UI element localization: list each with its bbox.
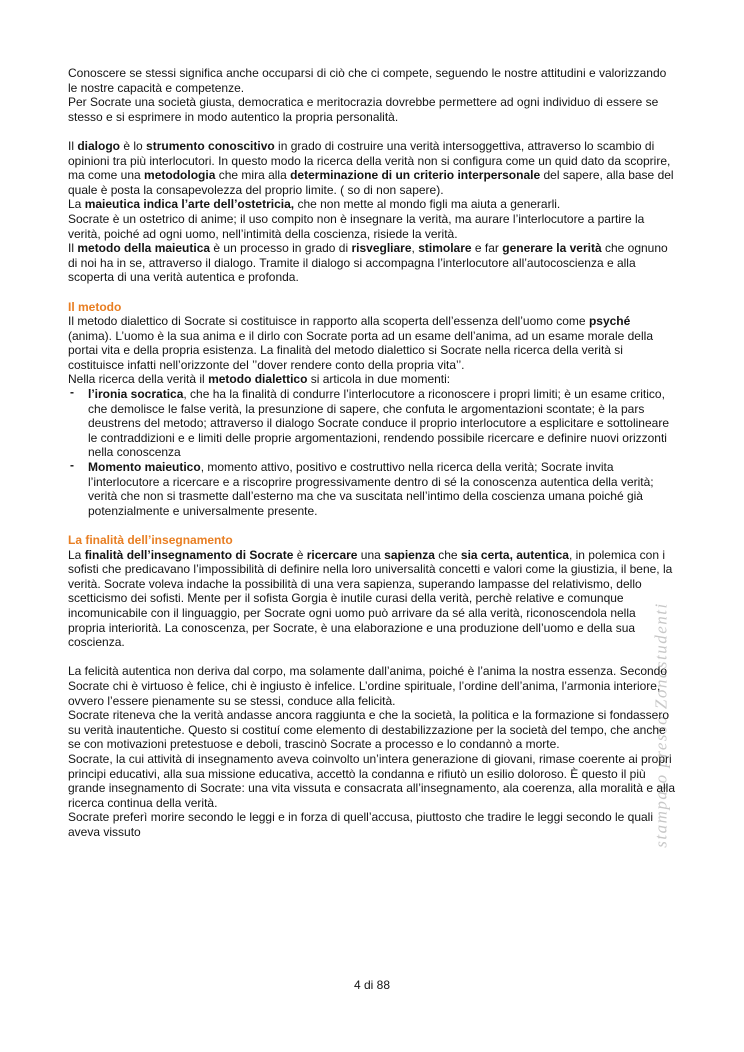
bold-text-run: metodo dialettico: [208, 372, 308, 387]
blank-line: [68, 124, 676, 139]
text-run: La: [68, 197, 85, 212]
bold-text-run: stimolare: [418, 241, 472, 256]
bold-text-run: Momento maieutico: [88, 460, 201, 475]
text-run: del sapere, alla base del quale è posta la consapevolezza del proprio limite. ( so di non sapere).: [68, 168, 674, 197]
text-run: Per Socrate una società giusta, democratica e meritocrazia dovrebbe permettere ad ogni individuo di essere se stesso e si esprimere in modo autentico la propria personalità.: [68, 95, 659, 124]
bold-text-run: determinazione di un criterio interpersonale: [290, 168, 541, 183]
bold-text-run: maieutica indica l’arte dell’ostetricia,: [84, 197, 295, 212]
text-run: una: [357, 547, 385, 562]
text-run: Il: [68, 241, 78, 256]
bold-text-run: metodologia: [144, 168, 216, 183]
text-run: , momento attivo, positivo e costruttivo nella ricerca della verità; Socrate invita l’interlocutore a ricercare e a riscoprire progressivamente dentro di sé la conoscenza autentica della verità; verità che non si trasmette dall’esterno ma che va suscitata nell’intimo della coscienza umana poiché già potenzialmente e universalmente presente.: [88, 460, 654, 518]
watermark-text: stampato presso Zonastudenti: [651, 602, 671, 848]
text-run: (anima). L’uomo è la sua anima e il dirlo con Socrate porta ad un esame dell’anima, ad un esame morale della portai vita e della propria esistenza. La finalità del metodo dialettico si Socrate nella ricerca della verità si costituisce infatti nell’orizzonte del ’’dover rendere conto della propria vita’’.: [68, 328, 653, 372]
text-run: è lo: [120, 138, 147, 153]
text-run: che mira alla: [215, 168, 291, 183]
page-number: 4 di 88: [353, 978, 391, 992]
section-heading: La finalità dell’insegnamento: [68, 533, 233, 547]
bold-text-run: l’ironia socratica: [88, 387, 184, 402]
paragraph: [68, 139, 676, 197]
text-run: è: [293, 547, 307, 562]
section-heading: Il metodo: [68, 299, 122, 314]
text-run: ,: [411, 241, 419, 256]
text-run: Socrate è un ostetrico di anime; il uso compito non è insegnare la verità, ma aurare l’interlocutore a partire la verità, poiché ad ogni uomo, nell’intimità della coscienza, risiede la verità.: [68, 211, 645, 241]
text-run: , che ha la finalità di condurre l’interlocutore a riconoscere i propri limiti; è un esame critico, che demolisce le false verità, la presunzione di sapere, che confuta le argomentazioni scontate; è la pars deustrens del metodo; attraverso il dialogo Socrate conduce il proprio interlocutore a esplicitare e sottolineare le contraddizioni e e limiti delle proprie argomentazioni, rendendo possibile ricercare e definire nuovi orizzonti nella conoscenza: [88, 387, 669, 460]
text-run: Conoscere se stessi significa anche occuparsi di ciò che ci compete, seguendo le nostre attitudini e valorizzando le nostre capacità e competenze.: [68, 66, 667, 95]
paragraph: [68, 664, 676, 708]
paragraph: [68, 197, 676, 212]
bold-text-run: psyché: [588, 314, 631, 329]
text-run: La: [68, 547, 85, 562]
document-body: [68, 66, 676, 839]
paragraph: [68, 708, 676, 752]
text-run: Nella ricerca della verità il: [68, 372, 209, 387]
text-run: Socrate, la cui attività di insegnamento aveva coinvolto un’intera generazione di giovani, rimase coerente ai propri principi educativi, alla sua missione educativa, accettò la condanna e rifiutò un esilio doloroso. È questo il più grande insegnamento di Socrate: una vita vissuta e consacrata all’insegnamento, ala coerenza, alla moralità e alla ricerca continua della verità.: [68, 751, 676, 810]
text-run: che: [434, 547, 461, 562]
text-run: Il: [68, 138, 78, 153]
paragraph: [68, 212, 676, 241]
paragraph: [68, 314, 676, 372]
bold-text-run: risvegliare: [351, 241, 412, 256]
bold-text-run: sia certa, autentica: [460, 547, 569, 562]
text-run: e far: [471, 241, 503, 256]
text-run: è un processo in grado di: [210, 241, 352, 256]
blank-line: [68, 285, 676, 300]
text-run: in grado di costruire una verità intersoggettiva, attraverso lo scambio di opinioni tra più interlocutori. In questo modo la ricerca della verità non si configura come un quid dato da scoprire, ma come una: [68, 138, 671, 183]
list-item: [68, 460, 676, 518]
bold-text-run: metodo della maieutica: [77, 241, 211, 256]
text-run: , in polemica con i sofisti che predicavano l’impossibilità di definire nella loro universalità concetti e valori come la giustizia, il bene, la verità. Socrate voleva indache la possibilità di una vera sapienza, superando lampasse del relativismo, dello scetticismo dei sofisti. Mente per il sofista Gorgia è inutile curasi della verità, perchè relative e comunque incomunicabile con il linguaggio, per Socrate ogni uomo può arrivare da sé alla verità, riconoscendola nella propria interiorità. La conoscenza, per Socrate, è una elaborazione e una produzione dell’uomo e della sua coscienza.: [68, 547, 673, 650]
text-run: che non mette al mondo figli ma aiuta a generarli.: [294, 197, 561, 212]
bold-text-run: strumento conoscitivo: [146, 138, 275, 153]
paragraph: [68, 372, 676, 387]
blank-line: [68, 518, 676, 533]
text-run: Il metodo dialettico di Socrate si costituisce in rapporto alla scoperta dell’essenza dell’uomo come: [68, 314, 589, 329]
paragraph: [68, 66, 676, 95]
text-run: Socrate preferì morire secondo le leggi e in forza di quell’accusa, piuttosto che tradire le leggi secondo le quali aveva vissuto: [68, 810, 653, 839]
bold-text-run: finalità dell’insegnamento di Socrate: [84, 547, 294, 562]
list-item: [68, 387, 676, 460]
paragraph: [68, 241, 676, 285]
paragraph: [68, 95, 676, 124]
text-run: Socrate riteneva che la verità andasse ancora raggiunta e che la società, la politica e la formazione si fondassero su verità inautentiche. Questo si costituí come elemento di destabilizzazione per la società del tempo, che anche se con motivazioni pretestuose e deboli, trascinò Socrate a processo e lo condannò a morte.: [68, 708, 670, 752]
paragraph: [68, 548, 676, 650]
bold-text-run: generare la verità: [502, 241, 602, 256]
text-run: che ognuno di noi ha in se, attraverso il dialogo. Tramite il dialogo si accompagna l’interlocutore all’autocoscienza e alla scoperta di una verità autentica e profonda.: [68, 241, 668, 285]
blank-line: [68, 650, 676, 665]
text-run: si articola in due momenti:: [307, 372, 451, 387]
bullet-list: [68, 387, 676, 518]
paragraph: [68, 752, 676, 810]
bold-text-run: sapienza: [384, 547, 435, 562]
bold-text-run: dialogo: [77, 138, 121, 153]
bold-text-run: ricercare: [306, 547, 358, 562]
text-run: La felicità autentica non deriva dal corpo, ma solamente dall’anima, poiché è l’anima la nostra essenza. Secondo Socrate chi è virtuoso è felice, chi è ingiusto è infelice. L’ordine spirituale, l’ordine dell’anima, l’armonia interiore, ovvero l’essere pienamente su se stessi, conduce alla felicità.: [68, 664, 668, 708]
paragraph: [68, 810, 676, 839]
